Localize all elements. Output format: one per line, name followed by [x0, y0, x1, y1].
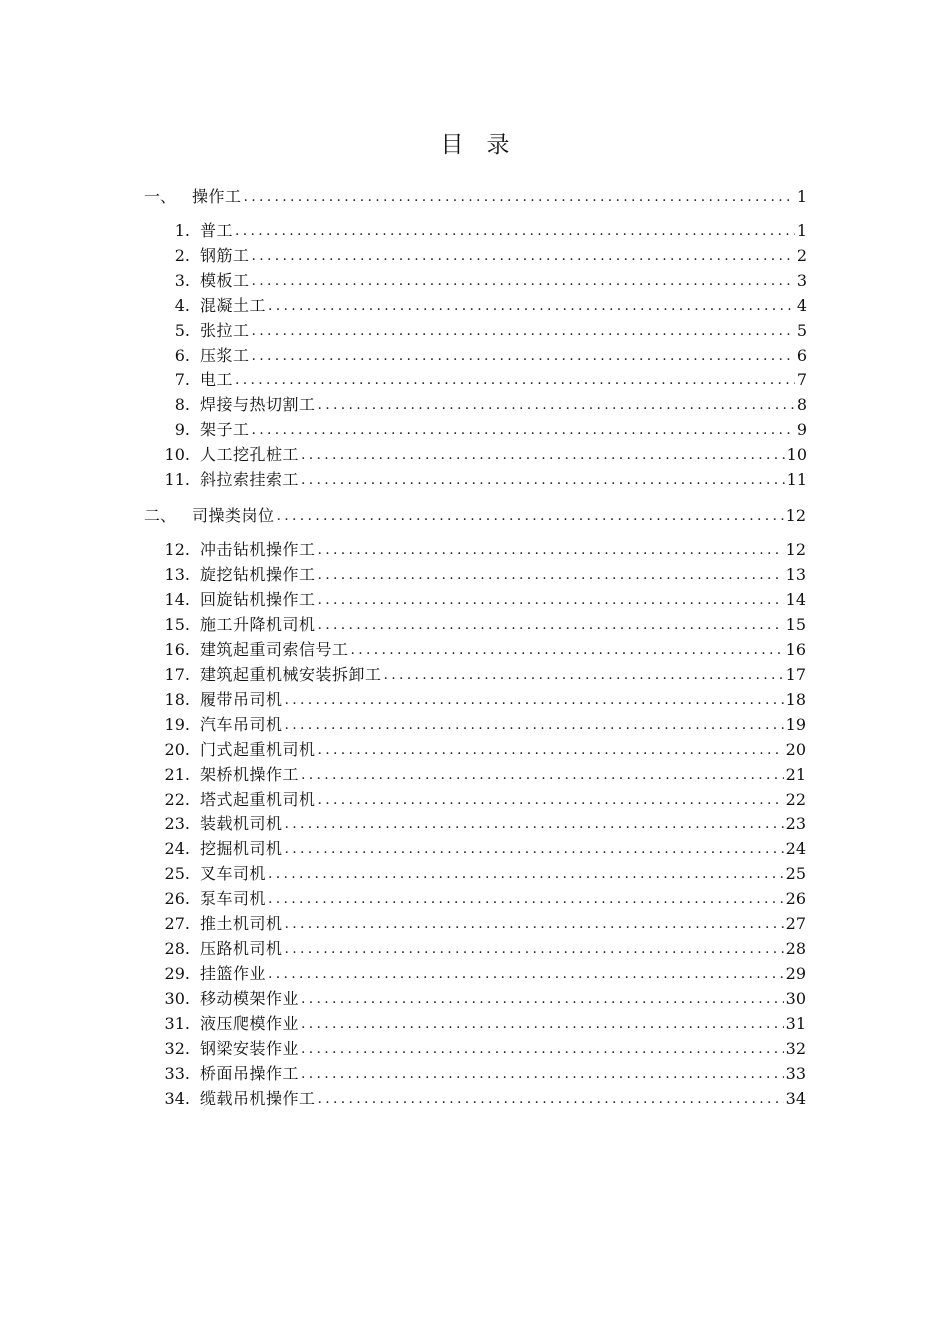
entry-number: 4. [174, 295, 190, 315]
entry-page-number: 10 [786, 445, 807, 465]
entry-page-number: 29 [785, 964, 806, 984]
toc-entry[interactable] [162, 736, 806, 760]
entry-number: 32. [164, 1039, 190, 1058]
entry-number: 17. [164, 664, 190, 684]
entry-number: 5. [174, 320, 190, 340]
entry-number: 8. [174, 395, 190, 415]
dot-leader [277, 506, 784, 526]
entry-number: 34. [164, 1088, 190, 1108]
dot-leader [285, 715, 784, 735]
toc-section-entry[interactable] [144, 183, 807, 207]
entry-page-number: 22 [785, 789, 806, 809]
dot-leader [252, 420, 795, 440]
section-page-number: 1 [796, 187, 807, 206]
entry-page-number: 8 [796, 395, 807, 415]
entry-label: 普工 [200, 221, 234, 240]
entry-number: 22. [164, 789, 190, 809]
entry-page-number: 34 [785, 1088, 806, 1108]
entry-label: 张拉工 [200, 320, 250, 340]
entry-number: 27. [164, 914, 190, 934]
dot-leader [244, 187, 795, 207]
entry-label: 挖掘机司机 [200, 839, 283, 859]
entry-label: 挂篮作业 [200, 964, 267, 984]
entry-label: 压浆工 [200, 345, 250, 365]
entry-page-number: 18 [785, 689, 806, 709]
entry-page-number: 24 [785, 839, 806, 859]
toc-entry[interactable] [162, 1010, 806, 1034]
entry-label: 斜拉索挂索工 [200, 470, 300, 489]
toc-entry[interactable] [162, 910, 806, 934]
entry-page-number: 19 [785, 714, 806, 734]
entry-page-number: 7 [796, 370, 807, 390]
toc-entry[interactable] [162, 416, 807, 440]
toc-entry[interactable] [162, 810, 806, 834]
dot-leader [318, 590, 784, 610]
toc-entry[interactable] [162, 292, 807, 316]
entry-page-number: 25 [785, 864, 806, 884]
entry-label: 桥面吊操作工 [200, 1063, 300, 1083]
dot-leader [285, 839, 784, 859]
entry-label: 钢筋工 [200, 245, 250, 265]
entry-number: 30. [164, 989, 190, 1009]
entry-number: 29. [164, 964, 190, 984]
toc-entry[interactable] [162, 391, 807, 415]
dot-leader [318, 540, 784, 560]
toc-entry[interactable] [162, 661, 806, 685]
section-label: 司操类岗位 [192, 506, 275, 525]
dot-leader [301, 1014, 784, 1034]
entry-label: 泵车司机 [200, 889, 267, 909]
entry-label: 钢梁安装作业 [200, 1039, 300, 1058]
dot-leader [318, 1089, 784, 1109]
toc-entry[interactable] [162, 885, 806, 909]
entry-label: 缆载吊机操作工 [200, 1088, 316, 1108]
toc-entry[interactable] [162, 860, 806, 884]
section-page-number: 12 [785, 506, 806, 525]
entry-number: 23. [164, 814, 190, 834]
entry-page-number: 6 [796, 345, 807, 365]
toc-entry[interactable] [162, 366, 807, 390]
entry-label: 施工升降机司机 [200, 614, 316, 634]
toc-entry[interactable] [162, 267, 807, 291]
entry-label: 焊接与热切割工 [200, 395, 316, 415]
dot-leader [235, 370, 795, 390]
entry-number: 18. [164, 689, 190, 709]
entry-page-number: 20 [785, 739, 806, 759]
dot-leader [285, 939, 784, 959]
dot-leader [252, 246, 795, 266]
toc-entry[interactable] [162, 466, 807, 490]
entry-number: 26. [164, 889, 190, 909]
entry-number: 7. [174, 370, 190, 390]
entry-label: 塔式起重机司机 [200, 789, 316, 809]
entry-number: 16. [164, 639, 190, 659]
toc-entry[interactable] [162, 1060, 806, 1084]
entry-label: 建筑起重司索信号工 [200, 639, 349, 659]
dot-leader [268, 964, 784, 984]
entry-page-number: 9 [796, 420, 807, 440]
entry-page-number: 3 [796, 270, 807, 290]
toc-entry[interactable] [162, 786, 806, 810]
entry-number: 10. [164, 445, 190, 465]
entry-page-number: 11 [786, 470, 807, 489]
entry-number: 28. [164, 939, 190, 959]
entry-label: 装载机司机 [200, 814, 283, 834]
dot-leader [384, 665, 784, 685]
entry-label: 冲击钻机操作工 [200, 540, 316, 559]
dot-leader [318, 565, 784, 585]
toc-entry[interactable] [162, 561, 806, 585]
entry-number: 11. [164, 470, 190, 489]
dot-leader [252, 271, 795, 291]
toc-entry[interactable] [162, 686, 806, 710]
entry-number: 2. [174, 245, 190, 265]
toc-entry[interactable] [162, 835, 806, 859]
entry-label: 叉车司机 [200, 864, 267, 884]
entry-label: 模板工 [200, 270, 250, 290]
entry-label: 推土机司机 [200, 914, 283, 934]
entry-label: 压路机司机 [200, 939, 283, 959]
entry-label: 电工 [200, 370, 234, 390]
entry-page-number: 32 [785, 1039, 806, 1058]
entry-page-number: 28 [785, 939, 806, 959]
entry-page-number: 27 [785, 914, 806, 934]
entry-label: 架子工 [200, 420, 250, 440]
entry-page-number: 21 [785, 764, 806, 784]
entry-number: 6. [174, 345, 190, 365]
entry-label: 履带吊司机 [200, 689, 283, 709]
dot-leader [318, 615, 784, 635]
entry-page-number: 1 [796, 221, 807, 240]
entry-page-number: 31 [785, 1014, 806, 1034]
entry-number: 12. [164, 540, 190, 559]
entry-page-number: 33 [785, 1063, 806, 1083]
entry-label: 人工挖孔桩工 [200, 445, 300, 465]
entry-number: 33. [164, 1063, 190, 1083]
toc-entry[interactable] [162, 217, 807, 241]
section-label: 操作工 [192, 187, 242, 206]
entry-page-number: 5 [796, 320, 807, 340]
entry-number: 14. [164, 589, 190, 609]
section-number: 一、 [144, 187, 177, 206]
dot-leader [268, 296, 795, 316]
dot-leader [285, 690, 784, 710]
dot-leader [285, 814, 784, 834]
dot-leader [301, 1064, 784, 1084]
dot-leader [268, 889, 784, 909]
entry-label: 液压爬模作业 [200, 1014, 300, 1034]
dot-leader [235, 221, 795, 241]
toc-entry[interactable] [162, 711, 806, 735]
entry-number: 1. [174, 221, 190, 240]
entry-page-number: 2 [796, 245, 807, 265]
dot-leader [285, 914, 784, 934]
entry-page-number: 14 [785, 589, 806, 609]
entry-page-number: 17 [785, 664, 806, 684]
dot-leader [318, 790, 784, 810]
toc-entry[interactable] [162, 536, 806, 560]
dot-leader [318, 395, 795, 415]
entry-label: 旋挖钻机操作工 [200, 564, 316, 584]
toc-entry[interactable] [162, 441, 807, 465]
toc-entry[interactable] [162, 317, 807, 341]
toc-title: 目 录 [440, 132, 510, 158]
toc-entry[interactable] [162, 1035, 806, 1059]
entry-number: 31. [164, 1014, 190, 1034]
toc-entry[interactable] [162, 586, 806, 610]
dot-leader [351, 640, 784, 660]
dot-leader [301, 1039, 784, 1059]
entry-page-number: 13 [785, 564, 806, 584]
entry-label: 建筑起重机械安装拆卸工 [200, 664, 382, 684]
toc-entry[interactable] [162, 1085, 806, 1109]
entry-page-number: 26 [785, 889, 806, 909]
toc-entry[interactable] [162, 636, 806, 660]
dot-leader [301, 765, 784, 785]
toc-entry[interactable] [162, 935, 806, 959]
entry-page-number: 23 [785, 814, 806, 834]
entry-number: 20. [164, 739, 190, 759]
dot-leader [301, 989, 784, 1009]
entry-number: 13. [164, 564, 190, 584]
toc-entry[interactable] [162, 342, 807, 366]
entry-number: 9. [174, 420, 190, 440]
entry-page-number: 15 [785, 614, 806, 634]
entry-page-number: 12 [785, 540, 806, 559]
entry-page-number: 4 [796, 295, 807, 315]
entry-label: 汽车吊司机 [200, 714, 283, 734]
entry-label: 混凝土工 [200, 295, 267, 315]
dot-leader [301, 470, 785, 490]
entry-number: 25. [164, 864, 190, 884]
entry-label: 门式起重机司机 [200, 739, 316, 759]
toc-entry[interactable] [162, 985, 806, 1009]
entry-number: 3. [174, 270, 190, 290]
entry-page-number: 16 [785, 639, 806, 659]
dot-leader [252, 346, 795, 366]
entry-number: 24. [164, 839, 190, 859]
entry-number: 19. [164, 714, 190, 734]
toc-entry[interactable] [162, 242, 807, 266]
toc-entry[interactable] [162, 611, 806, 635]
section-number: 二、 [144, 506, 177, 525]
dot-leader [268, 864, 784, 884]
entry-page-number: 30 [785, 989, 806, 1009]
entry-number: 15. [164, 614, 190, 634]
dot-leader [318, 740, 784, 760]
entry-label: 回旋钻机操作工 [200, 589, 316, 609]
toc-entry[interactable] [162, 761, 806, 785]
toc-entry[interactable] [162, 960, 806, 984]
dot-leader [301, 445, 785, 465]
toc-section-entry[interactable] [144, 502, 806, 526]
entry-label: 架桥机操作工 [200, 764, 300, 784]
dot-leader [252, 321, 795, 341]
entry-label: 移动模架作业 [200, 989, 300, 1009]
entry-number: 21. [164, 764, 190, 784]
